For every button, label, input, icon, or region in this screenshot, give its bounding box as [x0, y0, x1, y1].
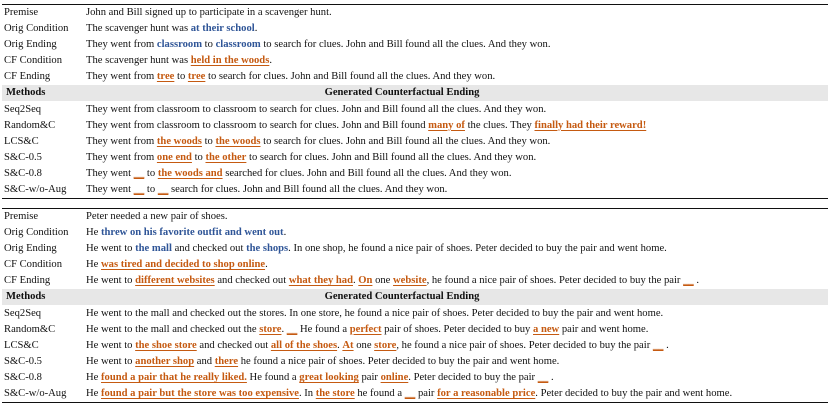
- table-row: [2, 241, 828, 257]
- row-text: [84, 273, 828, 289]
- table-row: [2, 354, 828, 370]
- row-label: Orig Ending: [4, 243, 57, 255]
- row-label: Random&C: [4, 119, 56, 131]
- table-row: [2, 225, 828, 241]
- row-text: [84, 257, 828, 273]
- text-segment: Peter needed a new pair of shoes.: [86, 211, 228, 222]
- original-highlight: at their school: [190, 23, 255, 35]
- row-label: Premise: [4, 7, 39, 18]
- text-segment: He went to the mall and checked out the: [86, 323, 260, 335]
- row-label: Orig Ending: [4, 39, 57, 51]
- text-segment: He went to: [86, 339, 136, 351]
- row-text: [84, 5, 828, 22]
- text-segment: the clues. They: [464, 119, 535, 131]
- table-row: [2, 118, 828, 134]
- text-segment: . In one shop, he found a nice pair of shoes. Peter decided to buy the pair and went home.: [288, 243, 667, 255]
- counterfactual-edit: __: [286, 323, 298, 335]
- row-text: [84, 354, 828, 370]
- text-segment: .: [353, 275, 359, 287]
- row-text: [84, 150, 828, 166]
- row-text: [84, 241, 828, 257]
- text-segment: .: [337, 339, 343, 351]
- counterfactual-edit: found a pair but the store was too expensive: [101, 387, 299, 399]
- row-label: Seq2Seq: [4, 307, 42, 319]
- counterfactual-edit: __: [404, 387, 416, 399]
- row-text: [84, 322, 828, 338]
- text-segment: They went: [86, 167, 134, 179]
- table-row: [2, 69, 828, 85]
- text-segment: pair: [358, 371, 381, 383]
- counterfactual-edit: the shoe store: [135, 339, 197, 351]
- counterfactual-edit: tree: [187, 71, 206, 83]
- generated-ending-header: Generated Counterfactual Ending: [84, 289, 828, 305]
- row-text: [84, 209, 828, 226]
- text-segment: He went to: [86, 243, 136, 255]
- text-segment: pair: [415, 387, 438, 399]
- counterfactual-edit: __: [683, 275, 694, 287]
- row-text: [84, 305, 828, 321]
- text-segment: searched for clues. John and Bill found all the clues. And they won.: [222, 167, 512, 179]
- counterfactual-edit: held in the woods: [190, 55, 270, 67]
- original-highlight: the shops: [246, 243, 289, 255]
- row-label: S&C-0.5: [4, 355, 42, 367]
- row-label: Random&C: [4, 323, 56, 335]
- methods-header: Methods: [2, 289, 84, 305]
- text-segment: They went from classroom to classroom to search for clues. John and Bill found all the clues. And they won.: [86, 103, 547, 115]
- row-text: [84, 21, 828, 37]
- row-label: CF Ending: [4, 71, 51, 83]
- row-label: Orig Condition: [4, 227, 69, 239]
- text-segment: and: [194, 355, 215, 367]
- counterfactual-edit: __: [652, 339, 664, 351]
- text-segment: He went to the mall and checked out the stores. In one store, he found a nice pair of shoes. Peter decided to buy the pair and went home.: [86, 307, 664, 319]
- row-text: [84, 386, 828, 403]
- row-label: S&C-0.8: [4, 371, 42, 383]
- counterfactual-edit: there: [214, 355, 239, 367]
- text-segment: The scavenger hunt was: [86, 55, 191, 67]
- original-highlight: threw on his favorite outfit and went out: [101, 227, 284, 239]
- row-label: CF Condition: [4, 55, 62, 67]
- counterfactual-edit: what they had: [288, 275, 353, 287]
- text-segment: The scavenger hunt was: [86, 23, 191, 35]
- counterfactual-edit: the woods: [215, 135, 261, 147]
- counterfactual-edit: __: [133, 167, 145, 179]
- table-row: [2, 150, 828, 166]
- counterfactual-edit: the other: [205, 151, 247, 163]
- row-text: [84, 370, 828, 386]
- row-text: [84, 118, 828, 134]
- counterfactual-edit: __: [157, 183, 169, 195]
- text-segment: They went from: [86, 71, 157, 83]
- table-row: [2, 305, 828, 321]
- text-segment: .: [693, 275, 699, 287]
- counterfactual-edit: perfect: [349, 323, 382, 335]
- row-text: [84, 338, 828, 354]
- row-label: Seq2Seq: [4, 103, 42, 115]
- table-row: [2, 21, 828, 37]
- row-label: Premise: [4, 211, 39, 222]
- text-segment: search for clues. John and Bill found all the clues. And they won.: [168, 183, 448, 195]
- text-segment: to search for clues. John and Bill found all the clues. And they won.: [260, 135, 551, 147]
- counterfactual-edit: the woods and: [157, 167, 223, 179]
- text-segment: They went from: [86, 135, 157, 147]
- row-label: CF Ending: [4, 275, 51, 287]
- row-text: [84, 53, 828, 69]
- text-segment: pair and went home.: [559, 323, 649, 335]
- row-text: [84, 166, 828, 182]
- counterfactual-edit: At: [342, 339, 354, 351]
- table-row: [2, 134, 828, 150]
- text-segment: They went from classroom to classroom to search for clues. John and Bill found: [86, 119, 429, 131]
- table-row: [2, 322, 828, 338]
- text-segment: .: [283, 227, 287, 239]
- counterfactual-edit: was tired and decided to shop online: [101, 259, 266, 271]
- counterfactual-edit: different websites: [135, 275, 215, 287]
- table-header-row: [2, 289, 828, 305]
- text-segment: They went: [86, 183, 134, 195]
- table-row: [2, 182, 828, 199]
- counterfactual-edit: website: [393, 275, 427, 287]
- row-label: S&C-w/o-Aug: [4, 183, 67, 195]
- text-segment: They went from: [86, 151, 157, 163]
- text-segment: He went to: [86, 275, 136, 287]
- table-row: [2, 166, 828, 182]
- counterfactual-edit: online: [380, 371, 409, 383]
- text-segment: to: [144, 167, 158, 179]
- row-label: S&C-w/o-Aug: [4, 387, 67, 399]
- text-segment: to: [144, 183, 158, 195]
- counterfactual-edit: the store: [315, 387, 355, 399]
- text-segment: to search for clues. John and Bill found all the clues. And they won.: [205, 71, 496, 83]
- counterfactual-edit: great looking: [299, 371, 359, 383]
- table-row: [2, 257, 828, 273]
- text-segment: .: [663, 339, 669, 351]
- example-table-1: [2, 4, 828, 199]
- counterfactual-edit: __: [537, 371, 549, 383]
- table-row: [2, 209, 828, 226]
- row-text: [84, 101, 828, 117]
- text-segment: one: [353, 339, 375, 351]
- counterfactual-edit: tree: [156, 71, 175, 83]
- text-segment: He: [86, 259, 102, 271]
- table-row: [2, 37, 828, 53]
- text-segment: They went from: [86, 39, 157, 51]
- original-highlight: the mall: [135, 243, 172, 255]
- counterfactual-edit: On: [358, 275, 373, 287]
- counterfactual-edit: a new: [533, 323, 560, 335]
- counterfactual-edit: one end: [156, 151, 192, 163]
- row-text: [84, 69, 828, 85]
- text-segment: and checked out: [214, 275, 289, 287]
- counterfactual-edit: the woods: [156, 135, 202, 147]
- row-text: [84, 182, 828, 199]
- original-highlight: classroom: [215, 39, 261, 51]
- row-label: CF Condition: [4, 259, 62, 271]
- table-row: [2, 101, 828, 117]
- counterfactual-edit: another shop: [135, 355, 195, 367]
- row-text: [84, 134, 828, 150]
- text-segment: to: [191, 151, 206, 163]
- text-segment: he found a nice pair of shoes. Peter decided to buy the pair and went home.: [238, 355, 560, 367]
- text-segment: to search for clues. John and Bill found all the clues. And they won.: [260, 39, 551, 51]
- text-segment: , he found a nice pair of shoes. Peter decided to buy the pair: [396, 339, 653, 351]
- counterfactual-edit: many of: [428, 119, 465, 131]
- methods-header: Methods: [2, 85, 84, 101]
- table-row: [2, 386, 828, 403]
- text-segment: He found a: [246, 371, 300, 383]
- text-segment: to: [201, 135, 216, 147]
- text-segment: .: [269, 55, 272, 67]
- counterfactual-edit: finally had their reward!: [534, 119, 647, 131]
- text-segment: pair of shoes. Peter decided to buy: [381, 323, 533, 335]
- text-segment: , he found a nice pair of shoes. Peter decided to buy the pair: [426, 275, 684, 287]
- counterfactual-edit: store: [259, 323, 282, 335]
- row-text: [84, 225, 828, 241]
- text-segment: John and Bill signed up to participate in a scavenger hunt.: [86, 7, 332, 18]
- row-label: S&C-0.8: [4, 167, 42, 179]
- counterfactual-edit: __: [133, 183, 145, 195]
- text-segment: He: [86, 371, 102, 383]
- text-segment: he found a: [354, 387, 405, 399]
- row-text: [84, 37, 828, 53]
- row-label: S&C-0.5: [4, 151, 42, 163]
- text-segment: He found a: [297, 323, 350, 335]
- text-segment: to: [202, 39, 216, 51]
- table-row: [2, 273, 828, 289]
- text-segment: and checked out: [171, 243, 247, 255]
- table-row: [2, 370, 828, 386]
- example-table-2: [2, 208, 828, 403]
- text-segment: .: [281, 323, 287, 335]
- text-segment: He went to: [86, 355, 136, 367]
- text-segment: He: [86, 387, 102, 399]
- text-segment: to search for clues. John and Bill found all the clues. And they won.: [246, 151, 537, 163]
- table-row: [2, 53, 828, 69]
- counterfactual-edit: found a pair that he really liked.: [101, 371, 247, 383]
- text-segment: and checked out: [196, 339, 271, 351]
- table-row: [2, 338, 828, 354]
- row-label: LCS&C: [4, 339, 39, 351]
- text-segment: He: [86, 227, 102, 239]
- text-segment: . Peter decided to buy the pair: [408, 371, 538, 383]
- text-segment: .: [548, 371, 554, 383]
- table-row: [2, 5, 828, 22]
- original-highlight: classroom: [156, 39, 203, 51]
- text-segment: one: [372, 275, 394, 287]
- counterfactual-edit: store: [374, 339, 397, 351]
- text-segment: . Peter decided to buy the pair and went home.: [535, 387, 733, 399]
- generated-ending-header: Generated Counterfactual Ending: [84, 85, 828, 101]
- row-label: LCS&C: [4, 135, 39, 147]
- text-segment: to: [174, 71, 188, 83]
- table-header-row: [2, 85, 828, 101]
- text-segment: .: [254, 23, 258, 35]
- row-label: Orig Condition: [4, 23, 69, 35]
- counterfactual-edit: for a reasonable price: [437, 387, 536, 399]
- text-segment: . In: [298, 387, 316, 399]
- text-segment: .: [265, 259, 268, 271]
- counterfactual-edit: all of the shoes: [270, 339, 338, 351]
